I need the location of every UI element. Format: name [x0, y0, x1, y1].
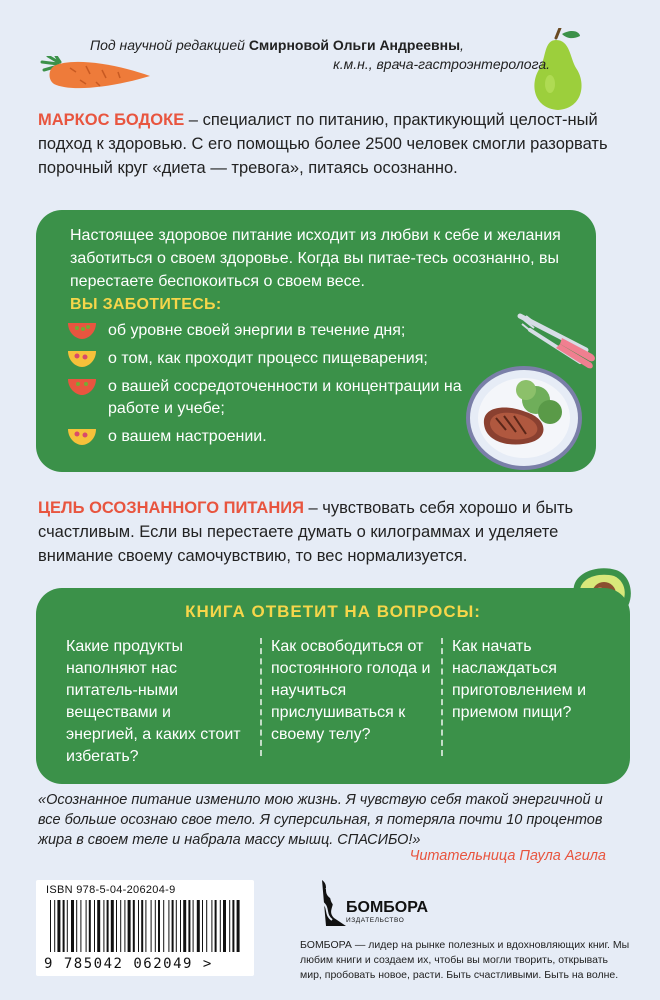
barcode-bar — [163, 900, 164, 952]
barcode-bar — [193, 900, 194, 952]
barcode-bar — [76, 900, 77, 952]
author-name: МАРКОС БОДОКЕ — [38, 111, 185, 129]
publisher-description: БОМБОРА — лидер на рынке полезных и вдохновляющих книг. Мы любим книги и создаем их, чтобы вы могли творить, открывать мир, пробовать новое, расти. Быть счастливыми. Быть на волне. — [300, 939, 630, 981]
barcode-bar — [206, 900, 207, 952]
barcode — [36, 880, 254, 976]
barcode-bar — [57, 900, 60, 952]
editor-note — [80, 36, 550, 74]
barcode-bar — [151, 900, 152, 952]
question-3: Как начать наслаждаться приготовлением и приемом пищи? — [452, 638, 586, 721]
question-2: Как освободиться от постоянного голода и научиться прислушиваться к своему телу? — [271, 638, 431, 743]
barcode-bar — [172, 900, 174, 952]
ean-digits: 9 785042 062049 > — [44, 956, 213, 972]
barcode-bar — [168, 900, 169, 952]
barcode-bar — [128, 900, 131, 952]
barcode-bar — [54, 900, 55, 952]
barcode-bar — [215, 900, 217, 952]
barcode-bar — [107, 900, 109, 952]
author-description: – специалист по питанию, практикующий целост-ный подход к здоровью. С его помощью более 2500 человек смогли разорвать порочный круг «диета — тревога», питаясь осознанно. — [38, 111, 608, 177]
barcode-bar — [237, 900, 240, 952]
barcode-bar — [111, 900, 114, 952]
list-item: о вашем настроении. — [66, 426, 496, 448]
barcode-bar — [155, 900, 156, 952]
barcode-bar — [141, 900, 143, 952]
barcode-bar — [86, 900, 87, 952]
barcode-bar — [71, 900, 74, 952]
bowl-icon — [68, 379, 96, 395]
editor-prefix: Под научной редакцией — [90, 37, 249, 53]
list-item: о том, как проходит процесс пищеварения; — [66, 348, 496, 370]
barcode-bar — [67, 900, 68, 952]
publisher-name: БОМБОРА — [346, 899, 429, 916]
editor-credentials: к.м.н., врача-гастроэнтеролога. — [333, 56, 550, 72]
barcode-bar — [176, 900, 177, 952]
divider — [441, 638, 443, 756]
editor-suffix: , — [460, 37, 464, 53]
barcode-bar — [223, 900, 226, 952]
cutlery-icon — [516, 310, 600, 370]
publisher-sub: ИЗДАТЕЛЬСТВО — [346, 917, 405, 924]
bowl-icon — [68, 429, 96, 445]
questions-panel — [36, 588, 630, 784]
bowl-icon — [68, 351, 96, 367]
barcode-bar — [138, 900, 139, 952]
barcode-bar — [180, 900, 181, 952]
goal-text: – чувствовать себя хорошо и быть счастливым. Если вы перестаете думать о килограммах и уделяете внимание своему самочувствию, то вес нормализуется. — [38, 499, 574, 565]
barcode-bar — [63, 900, 65, 952]
barcode-bar — [80, 900, 81, 952]
barcode-bar — [188, 900, 190, 952]
list-item: об уровне своей энергии в течение дня; — [66, 320, 496, 342]
barcode-bar — [120, 900, 121, 952]
barcode-bar — [145, 900, 146, 952]
barcode-bar — [116, 900, 117, 952]
testimonial-author: Читательница Паула Агила — [409, 848, 606, 864]
steak-plate-icon — [466, 366, 582, 470]
barcode-bar — [229, 900, 230, 952]
barcode-bar — [158, 900, 160, 952]
editor-name: Смирновой Ольги Андреевны — [248, 37, 461, 53]
barcode-bar — [103, 900, 104, 952]
barcode-bar — [232, 900, 234, 952]
barcode-bar — [97, 900, 100, 952]
isbn-text: ISBN 978-5-04-206204-9 — [46, 884, 176, 896]
barcode-bar — [202, 900, 203, 952]
care-list — [66, 320, 496, 454]
question-1: Какие продукты наполняют нас питатель-ными веществами и энергией, а каких стоит избегать? — [66, 638, 241, 765]
care-panel-heading: ВЫ ЗАБОТИТЕСЬ: — [70, 296, 222, 313]
barcode-bar — [133, 900, 135, 952]
barcode-bar — [89, 900, 91, 952]
barcode-bars — [44, 900, 246, 956]
bowl-icon — [68, 323, 96, 339]
author-intro — [38, 108, 618, 180]
barcode-bar — [197, 900, 200, 952]
bombora-logo-icon — [316, 878, 436, 934]
list-item: о вашей сосредоточенности и концентрации на работе и учебе; — [66, 376, 496, 420]
divider — [260, 638, 262, 756]
care-panel-text: Настоящее здоровое питание исходит из любви к себе и желания заботиться о своем здоровье. Когда вы питае-тесь осознанно, вы перестаете беспокоиться о своем весе. — [70, 227, 561, 290]
barcode-bar — [183, 900, 186, 952]
barcode-bar — [211, 900, 212, 952]
barcode-bar — [50, 900, 51, 952]
barcode-bar — [124, 900, 125, 952]
testimonial-quote: «Осознанное питание изменило мою жизнь. Я чувствую себя такой энергичной и все больше осознаю свое тело. Я суперсильная, я потеряла почти 10 процентов жира в своем теле и набрала массу мышц. СПАСИБО!» — [38, 792, 603, 848]
barcode-bar — [94, 900, 95, 952]
goal-lead: ЦЕЛЬ ОСОЗНАННОГО ПИТАНИЯ — [38, 499, 304, 517]
goal-paragraph — [38, 496, 618, 568]
barcode-bar — [220, 900, 221, 952]
questions-heading: КНИГА ОТВЕТИТ НА ВОПРОСЫ: — [185, 602, 481, 621]
